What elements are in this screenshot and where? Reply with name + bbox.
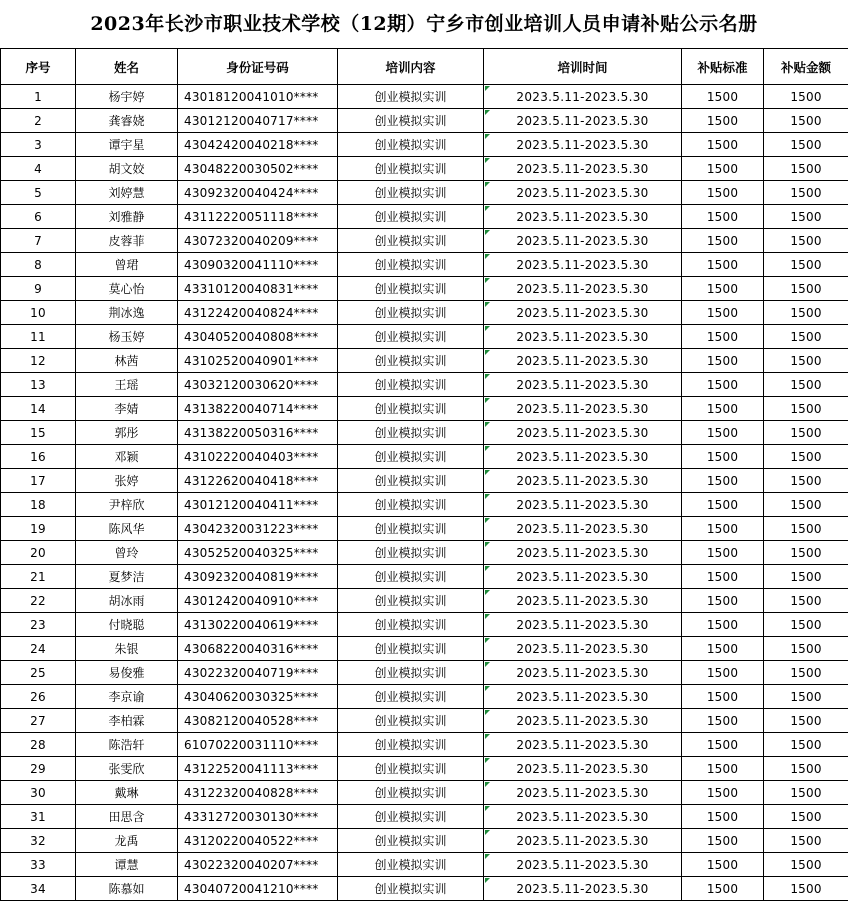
cell-training-content[interactable]: 创业模拟实训 (338, 325, 484, 349)
cell-training-period[interactable]: 2023.5.11-2023.5.30 (484, 133, 682, 157)
table-row (1, 805, 848, 829)
cell-id-number[interactable]: 43040620030325**** (178, 685, 338, 709)
table-row (1, 85, 848, 109)
cell-training-period[interactable]: 2023.5.11-2023.5.30 (484, 229, 682, 253)
cell-index[interactable]: 10 (1, 301, 76, 325)
cell-id-number[interactable]: 43092320040819**** (178, 565, 338, 589)
cell-training-period[interactable]: 2023.5.11-2023.5.30 (484, 85, 682, 109)
cell-index[interactable]: 2 (1, 109, 76, 133)
cell-training-period[interactable]: 2023.5.11-2023.5.30 (484, 301, 682, 325)
cell-id-number[interactable]: 43022320040207**** (178, 853, 338, 877)
cell-name[interactable]: 陈浩轩 (76, 733, 178, 757)
cell-subsidy-standard[interactable]: 1500 (682, 253, 764, 277)
page-title: 2023年长沙市职业技术学校（12期）宁乡市创业培训人员申请补贴公示名册 (90, 13, 758, 35)
cell-training-period[interactable]: 2023.5.11-2023.5.30 (484, 709, 682, 733)
cell-index[interactable]: 30 (1, 781, 76, 805)
column-header-name[interactable]: 姓名 (76, 49, 178, 85)
cell-name[interactable]: 陈慕如 (76, 877, 178, 901)
cell-training-content[interactable]: 创业模拟实训 (338, 589, 484, 613)
cell-training-content[interactable]: 创业模拟实训 (338, 517, 484, 541)
cell-id-number[interactable]: 43102520040901**** (178, 349, 338, 373)
cell-training-period[interactable]: 2023.5.11-2023.5.30 (484, 181, 682, 205)
cell-training-period[interactable]: 2023.5.11-2023.5.30 (484, 805, 682, 829)
cell-training-content[interactable]: 创业模拟实训 (338, 685, 484, 709)
cell-training-period[interactable]: 2023.5.11-2023.5.30 (484, 565, 682, 589)
table-row (1, 661, 848, 685)
cell-name[interactable]: 田思含 (76, 805, 178, 829)
cell-subsidy-standard[interactable]: 1500 (682, 157, 764, 181)
cell-training-period[interactable]: 2023.5.11-2023.5.30 (484, 493, 682, 517)
cell-subsidy-standard[interactable]: 1500 (682, 397, 764, 421)
cell-subsidy-standard[interactable]: 1500 (682, 205, 764, 229)
cell-name[interactable]: 尹梓欣 (76, 493, 178, 517)
cell-subsidy-amount[interactable]: 1500 (764, 325, 848, 349)
cell-id-number[interactable]: 61070220031110**** (178, 733, 338, 757)
cell-training-content[interactable]: 创业模拟实训 (338, 277, 484, 301)
cell-index[interactable]: 21 (1, 565, 76, 589)
cell-index[interactable]: 17 (1, 469, 76, 493)
cell-index[interactable]: 20 (1, 541, 76, 565)
cell-training-content[interactable]: 创业模拟实训 (338, 301, 484, 325)
cell-id-number[interactable]: 43072320040209**** (178, 229, 338, 253)
cell-training-content[interactable]: 创业模拟实训 (338, 709, 484, 733)
cell-subsidy-amount[interactable]: 1500 (764, 373, 848, 397)
table-row (1, 493, 848, 517)
cell-id-number[interactable]: 43090320041110**** (178, 253, 338, 277)
cell-training-content[interactable]: 创业模拟实训 (338, 229, 484, 253)
cell-subsidy-standard[interactable]: 1500 (682, 517, 764, 541)
cell-id-number[interactable]: 43092320040424**** (178, 181, 338, 205)
cell-index[interactable]: 12 (1, 349, 76, 373)
cell-name[interactable]: 谭宇星 (76, 133, 178, 157)
cell-id-number[interactable]: 43112220051118**** (178, 205, 338, 229)
table-row (1, 181, 848, 205)
table-row (1, 373, 848, 397)
cell-subsidy-standard[interactable]: 1500 (682, 637, 764, 661)
cell-subsidy-standard[interactable]: 1500 (682, 277, 764, 301)
cell-index[interactable]: 34 (1, 877, 76, 901)
cell-training-period[interactable]: 2023.5.11-2023.5.30 (484, 541, 682, 565)
cell-name[interactable]: 莫心怡 (76, 277, 178, 301)
cell-subsidy-amount[interactable]: 1500 (764, 853, 848, 877)
cell-training-content[interactable]: 创业模拟实训 (338, 829, 484, 853)
cell-training-content[interactable]: 创业模拟实训 (338, 445, 484, 469)
cell-name[interactable]: 刘雅静 (76, 205, 178, 229)
cell-index[interactable]: 4 (1, 157, 76, 181)
cell-index[interactable]: 7 (1, 229, 76, 253)
cell-name[interactable]: 陈风华 (76, 517, 178, 541)
cell-subsidy-amount[interactable]: 1500 (764, 205, 848, 229)
table-row (1, 589, 848, 613)
table-row (1, 325, 848, 349)
cell-training-period[interactable]: 2023.5.11-2023.5.30 (484, 829, 682, 853)
header-row (1, 49, 848, 85)
cell-index[interactable]: 8 (1, 253, 76, 277)
table-row (1, 301, 848, 325)
table-row (1, 517, 848, 541)
cell-training-content[interactable]: 创业模拟实训 (338, 613, 484, 637)
cell-subsidy-standard[interactable]: 1500 (682, 781, 764, 805)
cell-id-number[interactable]: 43082120040528**** (178, 709, 338, 733)
cell-name[interactable]: 夏梦洁 (76, 565, 178, 589)
cell-training-period[interactable]: 2023.5.11-2023.5.30 (484, 877, 682, 901)
table-row (1, 733, 848, 757)
cell-training-period[interactable]: 2023.5.11-2023.5.30 (484, 157, 682, 181)
cell-subsidy-amount[interactable]: 1500 (764, 541, 848, 565)
cell-id-number[interactable]: 43032120030620**** (178, 373, 338, 397)
cell-subsidy-standard[interactable]: 1500 (682, 829, 764, 853)
table-row (1, 877, 848, 901)
cell-subsidy-amount[interactable]: 1500 (764, 301, 848, 325)
cell-subsidy-amount[interactable]: 1500 (764, 517, 848, 541)
cell-name[interactable]: 谭慧 (76, 853, 178, 877)
cell-index[interactable]: 32 (1, 829, 76, 853)
cell-name[interactable]: 胡冰雨 (76, 589, 178, 613)
cell-subsidy-standard[interactable]: 1500 (682, 853, 764, 877)
cell-index[interactable]: 33 (1, 853, 76, 877)
cell-subsidy-standard[interactable]: 1500 (682, 133, 764, 157)
cell-training-period[interactable]: 2023.5.11-2023.5.30 (484, 277, 682, 301)
cell-id-number[interactable]: 43040720041210**** (178, 877, 338, 901)
cell-training-content[interactable]: 创业模拟实训 (338, 373, 484, 397)
cell-subsidy-standard[interactable]: 1500 (682, 805, 764, 829)
table-row (1, 829, 848, 853)
column-header-subsidy-standard[interactable]: 补贴标准 (682, 49, 764, 85)
cell-id-number[interactable]: 43012420040910**** (178, 589, 338, 613)
cell-subsidy-amount[interactable]: 1500 (764, 421, 848, 445)
cell-subsidy-standard[interactable]: 1500 (682, 373, 764, 397)
cell-training-content[interactable]: 创业模拟实训 (338, 181, 484, 205)
cell-subsidy-standard[interactable]: 1500 (682, 589, 764, 613)
cell-subsidy-amount[interactable]: 1500 (764, 757, 848, 781)
table-row (1, 421, 848, 445)
cell-training-content[interactable]: 创业模拟实训 (338, 637, 484, 661)
cell-subsidy-amount[interactable]: 1500 (764, 781, 848, 805)
cell-name[interactable]: 张雯欣 (76, 757, 178, 781)
cell-training-period[interactable]: 2023.5.11-2023.5.30 (484, 757, 682, 781)
cell-name[interactable]: 郭彤 (76, 421, 178, 445)
cell-index[interactable]: 31 (1, 805, 76, 829)
cell-index[interactable]: 25 (1, 661, 76, 685)
cell-subsidy-amount[interactable]: 1500 (764, 445, 848, 469)
cell-index[interactable]: 15 (1, 421, 76, 445)
cell-name[interactable]: 易俊雅 (76, 661, 178, 685)
cell-id-number[interactable]: 43122320040828**** (178, 781, 338, 805)
cell-name[interactable]: 张婷 (76, 469, 178, 493)
table-row (1, 397, 848, 421)
cell-name[interactable]: 荆冰逸 (76, 301, 178, 325)
cell-index[interactable]: 3 (1, 133, 76, 157)
cell-training-content[interactable]: 创业模拟实训 (338, 877, 484, 901)
cell-training-content[interactable]: 创业模拟实训 (338, 205, 484, 229)
table-row (1, 637, 848, 661)
table-row (1, 469, 848, 493)
table-row (1, 229, 848, 253)
cell-subsidy-amount[interactable]: 1500 (764, 877, 848, 901)
cell-training-content[interactable]: 创业模拟实训 (338, 109, 484, 133)
cell-name[interactable]: 皮蓉菲 (76, 229, 178, 253)
cell-training-period[interactable]: 2023.5.11-2023.5.30 (484, 109, 682, 133)
cell-training-content[interactable]: 创业模拟实训 (338, 469, 484, 493)
cell-training-period[interactable]: 2023.5.11-2023.5.30 (484, 589, 682, 613)
column-header-training-period[interactable]: 培训时间 (484, 49, 682, 85)
cell-index[interactable]: 6 (1, 205, 76, 229)
cell-id-number[interactable]: 43122520041113**** (178, 757, 338, 781)
cell-training-content[interactable]: 创业模拟实训 (338, 541, 484, 565)
cell-index[interactable]: 23 (1, 613, 76, 637)
cell-index[interactable]: 24 (1, 637, 76, 661)
cell-training-period[interactable]: 2023.5.11-2023.5.30 (484, 325, 682, 349)
cell-subsidy-amount[interactable]: 1500 (764, 565, 848, 589)
cell-subsidy-standard[interactable]: 1500 (682, 877, 764, 901)
cell-id-number[interactable]: 43122620040418**** (178, 469, 338, 493)
cell-training-content[interactable]: 创业模拟实训 (338, 397, 484, 421)
cell-index[interactable]: 1 (1, 85, 76, 109)
cell-subsidy-standard[interactable]: 1500 (682, 181, 764, 205)
table-row (1, 133, 848, 157)
cell-training-period[interactable]: 2023.5.11-2023.5.30 (484, 373, 682, 397)
cell-subsidy-amount[interactable]: 1500 (764, 685, 848, 709)
cell-training-period[interactable]: 2023.5.11-2023.5.30 (484, 781, 682, 805)
cell-subsidy-amount[interactable]: 1500 (764, 157, 848, 181)
cell-subsidy-amount[interactable]: 1500 (764, 829, 848, 853)
cell-id-number[interactable]: 43040520040808**** (178, 325, 338, 349)
cell-name[interactable]: 林茜 (76, 349, 178, 373)
cell-id-number[interactable]: 43012120040411**** (178, 493, 338, 517)
cell-training-content[interactable]: 创业模拟实训 (338, 781, 484, 805)
cell-index[interactable]: 16 (1, 445, 76, 469)
table-row (1, 277, 848, 301)
cell-training-content[interactable]: 创业模拟实训 (338, 349, 484, 373)
table-row (1, 253, 848, 277)
cell-subsidy-standard[interactable]: 1500 (682, 685, 764, 709)
cell-training-period[interactable]: 2023.5.11-2023.5.30 (484, 853, 682, 877)
cell-subsidy-amount[interactable]: 1500 (764, 661, 848, 685)
cell-index[interactable]: 22 (1, 589, 76, 613)
table-row (1, 853, 848, 877)
cell-training-content[interactable]: 创业模拟实训 (338, 421, 484, 445)
table-row (1, 109, 848, 133)
cell-index[interactable]: 29 (1, 757, 76, 781)
cell-training-content[interactable]: 创业模拟实训 (338, 133, 484, 157)
cell-index[interactable]: 11 (1, 325, 76, 349)
cell-training-period[interactable]: 2023.5.11-2023.5.30 (484, 205, 682, 229)
cell-subsidy-standard[interactable]: 1500 (682, 757, 764, 781)
cell-subsidy-standard[interactable]: 1500 (682, 445, 764, 469)
cell-name[interactable]: 李京谕 (76, 685, 178, 709)
cell-name[interactable]: 曾珺 (76, 253, 178, 277)
cell-training-content[interactable]: 创业模拟实训 (338, 733, 484, 757)
cell-subsidy-amount[interactable]: 1500 (764, 277, 848, 301)
cell-subsidy-amount[interactable]: 1500 (764, 709, 848, 733)
cell-subsidy-amount[interactable]: 1500 (764, 805, 848, 829)
cell-training-content[interactable]: 创业模拟实训 (338, 757, 484, 781)
cell-name[interactable]: 龙禹 (76, 829, 178, 853)
cell-subsidy-amount[interactable]: 1500 (764, 349, 848, 373)
cell-name[interactable]: 曾玲 (76, 541, 178, 565)
cell-training-content[interactable]: 创业模拟实训 (338, 493, 484, 517)
cell-id-number[interactable]: 43312720030130**** (178, 805, 338, 829)
cell-training-period[interactable]: 2023.5.11-2023.5.30 (484, 733, 682, 757)
cell-subsidy-standard[interactable]: 1500 (682, 301, 764, 325)
cell-index[interactable]: 18 (1, 493, 76, 517)
cell-index[interactable]: 27 (1, 709, 76, 733)
cell-training-period[interactable]: 2023.5.11-2023.5.30 (484, 637, 682, 661)
cell-training-period[interactable]: 2023.5.11-2023.5.30 (484, 421, 682, 445)
cell-id-number[interactable]: 43068220040316**** (178, 637, 338, 661)
cell-training-content[interactable]: 创业模拟实训 (338, 565, 484, 589)
table-row (1, 685, 848, 709)
cell-training-period[interactable]: 2023.5.11-2023.5.30 (484, 685, 682, 709)
cell-subsidy-amount[interactable]: 1500 (764, 493, 848, 517)
cell-index[interactable]: 9 (1, 277, 76, 301)
cell-id-number[interactable]: 43310120040831**** (178, 277, 338, 301)
cell-training-period[interactable]: 2023.5.11-2023.5.30 (484, 349, 682, 373)
cell-subsidy-amount[interactable]: 1500 (764, 133, 848, 157)
cell-training-content[interactable]: 创业模拟实训 (338, 853, 484, 877)
table-row (1, 781, 848, 805)
cell-index[interactable]: 14 (1, 397, 76, 421)
cell-subsidy-standard[interactable]: 1500 (682, 613, 764, 637)
table-row (1, 541, 848, 565)
cell-index[interactable]: 26 (1, 685, 76, 709)
cell-subsidy-amount[interactable]: 1500 (764, 253, 848, 277)
cell-subsidy-amount[interactable]: 1500 (764, 637, 848, 661)
cell-training-period[interactable]: 2023.5.11-2023.5.30 (484, 445, 682, 469)
cell-id-number[interactable]: 43122420040824**** (178, 301, 338, 325)
column-header-id-number[interactable]: 身份证号码 (178, 49, 338, 85)
cell-name[interactable]: 付晓聪 (76, 613, 178, 637)
table-row (1, 757, 848, 781)
cell-name[interactable]: 杨宇婷 (76, 85, 178, 109)
column-header-index[interactable]: 序号 (1, 49, 76, 85)
cell-name[interactable]: 胡文姣 (76, 157, 178, 181)
table-row (1, 205, 848, 229)
cell-training-period[interactable]: 2023.5.11-2023.5.30 (484, 469, 682, 493)
cell-training-content[interactable]: 创业模拟实训 (338, 253, 484, 277)
cell-name[interactable]: 戴琳 (76, 781, 178, 805)
cell-training-period[interactable]: 2023.5.11-2023.5.30 (484, 397, 682, 421)
cell-id-number[interactable]: 43130220040619**** (178, 613, 338, 637)
cell-training-period[interactable]: 2023.5.11-2023.5.30 (484, 517, 682, 541)
cell-id-number[interactable]: 43048220030502**** (178, 157, 338, 181)
cell-id-number[interactable]: 43018120041010**** (178, 85, 338, 109)
cell-name[interactable]: 李柏霖 (76, 709, 178, 733)
column-header-training-content[interactable]: 培训内容 (338, 49, 484, 85)
cell-id-number[interactable]: 43042420040218**** (178, 133, 338, 157)
cell-subsidy-amount[interactable]: 1500 (764, 181, 848, 205)
cell-index[interactable]: 5 (1, 181, 76, 205)
cell-index[interactable]: 13 (1, 373, 76, 397)
cell-subsidy-amount[interactable]: 1500 (764, 229, 848, 253)
cell-training-content[interactable]: 创业模拟实训 (338, 157, 484, 181)
cell-subsidy-amount[interactable]: 1500 (764, 469, 848, 493)
cell-id-number[interactable]: 43042320031223**** (178, 517, 338, 541)
cell-subsidy-standard[interactable]: 1500 (682, 493, 764, 517)
cell-subsidy-standard[interactable]: 1500 (682, 325, 764, 349)
cell-subsidy-amount[interactable]: 1500 (764, 397, 848, 421)
cell-id-number[interactable]: 43138220040714**** (178, 397, 338, 421)
cell-subsidy-amount[interactable]: 1500 (764, 733, 848, 757)
subsidy-table (0, 48, 848, 901)
table-row (1, 445, 848, 469)
cell-subsidy-amount[interactable]: 1500 (764, 109, 848, 133)
cell-subsidy-amount[interactable]: 1500 (764, 589, 848, 613)
cell-training-content[interactable]: 创业模拟实训 (338, 85, 484, 109)
cell-training-content[interactable]: 创业模拟实训 (338, 805, 484, 829)
cell-subsidy-standard[interactable]: 1500 (682, 709, 764, 733)
cell-name[interactable]: 龚睿娆 (76, 109, 178, 133)
cell-subsidy-standard[interactable]: 1500 (682, 349, 764, 373)
cell-name[interactable]: 王瑶 (76, 373, 178, 397)
cell-training-content[interactable]: 创业模拟实训 (338, 661, 484, 685)
cell-id-number[interactable]: 43022320040719**** (178, 661, 338, 685)
cell-subsidy-standard[interactable]: 1500 (682, 109, 764, 133)
cell-training-period[interactable]: 2023.5.11-2023.5.30 (484, 661, 682, 685)
cell-subsidy-amount[interactable]: 1500 (764, 85, 848, 109)
cell-subsidy-amount[interactable]: 1500 (764, 613, 848, 637)
cell-id-number[interactable]: 43052520040325**** (178, 541, 338, 565)
cell-name[interactable]: 刘婷慧 (76, 181, 178, 205)
table-row (1, 709, 848, 733)
cell-id-number[interactable]: 43102220040403**** (178, 445, 338, 469)
cell-training-period[interactable]: 2023.5.11-2023.5.30 (484, 253, 682, 277)
cell-subsidy-standard[interactable]: 1500 (682, 541, 764, 565)
cell-name[interactable]: 朱银 (76, 637, 178, 661)
cell-subsidy-standard[interactable]: 1500 (682, 469, 764, 493)
cell-subsidy-standard[interactable]: 1500 (682, 565, 764, 589)
cell-id-number[interactable]: 43138220050316**** (178, 421, 338, 445)
cell-name[interactable]: 邓颖 (76, 445, 178, 469)
cell-subsidy-standard[interactable]: 1500 (682, 421, 764, 445)
column-header-subsidy-amount[interactable]: 补贴金额 (764, 49, 848, 85)
cell-id-number[interactable]: 43120220040522**** (178, 829, 338, 853)
cell-training-period[interactable]: 2023.5.11-2023.5.30 (484, 613, 682, 637)
cell-index[interactable]: 28 (1, 733, 76, 757)
cell-subsidy-standard[interactable]: 1500 (682, 229, 764, 253)
cell-subsidy-standard[interactable]: 1500 (682, 733, 764, 757)
table-row (1, 565, 848, 589)
cell-id-number[interactable]: 43012120040717**** (178, 109, 338, 133)
cell-subsidy-standard[interactable]: 1500 (682, 661, 764, 685)
cell-index[interactable]: 19 (1, 517, 76, 541)
table-row (1, 613, 848, 637)
cell-subsidy-standard[interactable]: 1500 (682, 85, 764, 109)
cell-name[interactable]: 杨玉婷 (76, 325, 178, 349)
table-row (1, 157, 848, 181)
table-row (1, 349, 848, 373)
cell-name[interactable]: 李婧 (76, 397, 178, 421)
table-body (1, 85, 848, 901)
